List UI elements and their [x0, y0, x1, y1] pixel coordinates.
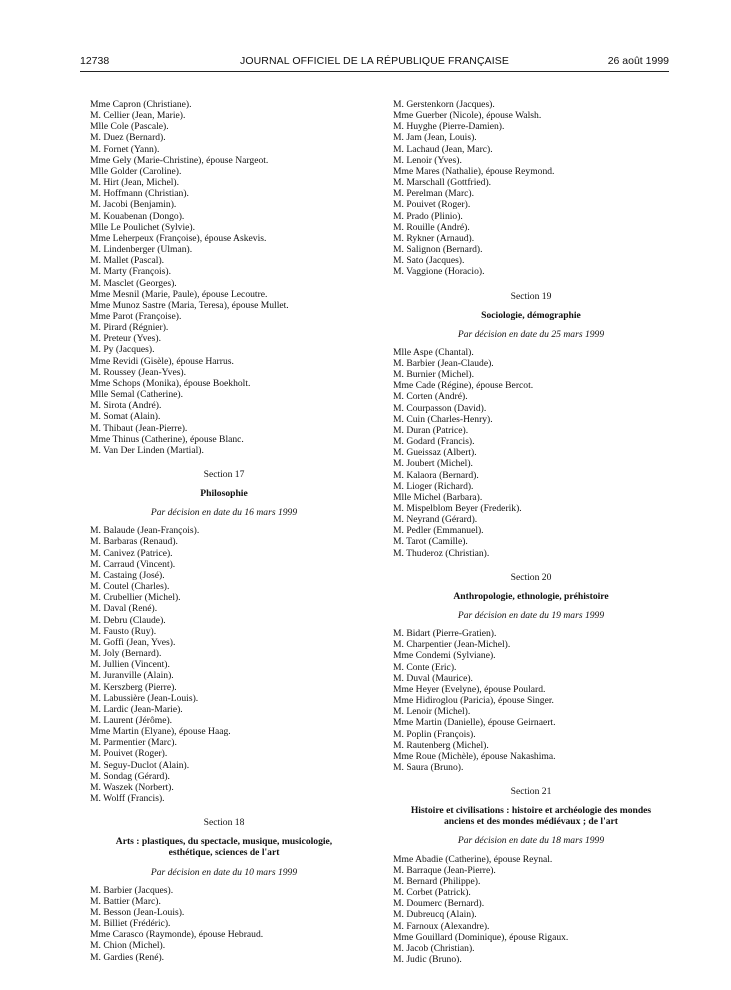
page-header [80, 55, 669, 71]
list-item: M. Lioger (Richard). [393, 480, 474, 492]
list-item: Mme Condemi (Sylviane). [393, 650, 496, 662]
list-item: M. Seguy-Duclot (Alain). [90, 759, 190, 771]
list-item: M. Jam (Jean, Louis). [393, 132, 477, 144]
list-item: M. Lenoir (Michel). [393, 706, 471, 718]
list-item: Mme Guerber (Nicole), épouse Walsh. [393, 110, 542, 122]
entry-list [393, 347, 669, 559]
entry-list [393, 628, 669, 773]
list-item: Mme Martin (Danielle), épouse Geirnaert. [393, 717, 556, 729]
right-column [393, 99, 669, 965]
list-item: M. Hoffmann (Christian). [90, 188, 189, 200]
list-item: M. Judic (Bruno). [393, 954, 462, 965]
list-item: M. Joly (Bernard). [90, 648, 162, 660]
list-item: M. Castaing (José). [90, 569, 165, 581]
list-item: M. Saura (Bruno). [393, 761, 464, 773]
entry-list [90, 525, 358, 804]
list-item: M. Farnoux (Alexandre). [393, 920, 490, 932]
list-item: M. Gardies (René). [90, 951, 165, 963]
list-item: Mlle Semal (Catherine). [90, 389, 183, 401]
list-item: M. Kerszberg (Pierre). [90, 681, 177, 693]
list-item: M. Vaggione (Horacio). [393, 266, 485, 278]
section-21 [393, 786, 669, 846]
section-decision-date: Par décision en date du 16 mars 1999 [150, 507, 298, 519]
list-item: M. Sirota (André). [90, 400, 162, 412]
list-item: M. Pedler (Emmanuel). [393, 525, 484, 537]
list-item: Mme Heyer (Evelyne), épouse Poulard. [393, 683, 546, 695]
list-item: M. Godard (Francis). [393, 436, 475, 448]
section-number: Section 19 [510, 290, 552, 302]
list-item: Mme Schops (Monika), épouse Boekholt. [90, 377, 251, 389]
list-item: M. Waszek (Norbert). [90, 781, 174, 793]
list-item: M. Kouabenan (Dongo). [90, 210, 185, 222]
list-item: M. Besson (Jean-Louis). [90, 907, 185, 918]
list-item: M. Labussière (Jean-Louis). [90, 692, 199, 704]
list-item: M. Battier (Marc). [90, 895, 161, 907]
journal-title: JOURNAL OFFICIEL DE LA RÉPUBLIQUE FRANÇAISE [240, 55, 509, 67]
list-item: Mme Revidi (Gisèle), épouse Harrus. [90, 355, 234, 367]
list-item: Mme Roue (Michèle), épouse Nakashima. [393, 750, 556, 762]
list-item: M. Kalaora (Bernard). [393, 469, 479, 481]
list-item: M. Duval (Maurice). [393, 672, 473, 684]
list-item: Mlle Golder (Caroline). [90, 165, 182, 177]
list-item: M. Neyrand (Gérard). [393, 514, 478, 526]
issue-date: 26 août 1999 [607, 55, 669, 67]
list-item: M. Roussey (Jean-Yves). [90, 366, 187, 378]
section-17 [90, 469, 358, 518]
list-item: M. Fausto (Ruy). [90, 625, 157, 637]
list-item: M. Py (Jacques). [90, 344, 155, 356]
page-number: 12738 [80, 55, 110, 67]
left-column [90, 99, 358, 963]
list-item: M. Van Der Linden (Martial). [90, 444, 204, 456]
list-item: M. Dubreucq (Alain). [393, 909, 477, 921]
list-item: M. Jacob (Christian). [393, 942, 475, 954]
list-item: M. Prado (Plinio). [393, 210, 463, 222]
list-item: M. Barraque (Jean-Pierre). [393, 864, 496, 876]
header-rule [80, 71, 669, 72]
list-item: M. Jullien (Vincent). [90, 659, 170, 671]
list-item: Mme Carasco (Raymonde), épouse Hebraud. [90, 929, 264, 941]
section-title: Anthropologie, ethnologie, préhistoire [453, 590, 609, 602]
list-item: M. Cuin (Charles-Henry). [393, 413, 493, 425]
list-item: M. Doumerc (Bernard). [393, 898, 485, 910]
list-item: M. Daval (René). [90, 603, 158, 615]
entry-list [90, 99, 358, 456]
entry-list [393, 99, 669, 278]
list-item: M. Canivez (Patrice). [90, 547, 173, 559]
list-item: M. Masclet (Georges). [90, 277, 177, 289]
list-item: M. Juranville (Alain). [90, 670, 174, 682]
list-item: M. Rykner (Arnaud). [393, 232, 475, 244]
section-title: Arts : plastiques, du spectacle, musique, musicologie, esthétique, sciences de l'art [115, 836, 333, 859]
section-decision-date: Par décision en date du 25 mars 1999 [457, 328, 605, 340]
list-item: M. Crubellier (Michel). [90, 592, 181, 604]
list-item: M. Huyghe (Pierre-Damien). [393, 121, 505, 133]
list-item: M. Balaude (Jean-François). [90, 525, 200, 537]
section-title: Histoire et civilisations : histoire et archéologie des mondes anciens et des mondes médiévaux ; de l'art [410, 805, 652, 828]
list-item: M. Billiet (Frédéric). [90, 918, 171, 930]
section-number: Section 17 [203, 469, 245, 480]
section-decision-date: Par décision en date du 19 mars 1999 [457, 609, 605, 621]
list-item: M. Courpasson (David). [393, 402, 487, 414]
list-item: Mme Cade (Régine), épouse Bercot. [393, 380, 534, 392]
list-item: M. Perelman (Marc). [393, 188, 474, 200]
list-item: Mme Capron (Christiane). [90, 99, 192, 110]
list-item: M. Duran (Patrice). [393, 424, 469, 436]
list-item: Mme Munoz Sastre (Maria, Teresa), épouse Mullet. [90, 299, 289, 311]
list-item: Mme Martin (Elyane), épouse Haag. [90, 726, 231, 738]
list-item: M. Sondag (Gérard). [90, 770, 170, 782]
list-item: M. Joubert (Michel). [393, 458, 473, 470]
section-19 [393, 291, 669, 340]
section-decision-date: Par décision en date du 10 mars 1999 [150, 866, 298, 878]
list-item: Mme Mesnil (Marie, Paule), épouse Lecoutre. [90, 288, 268, 300]
list-item: M. Wolff (Francis). [90, 793, 165, 805]
list-item: M. Sato (Jacques). [393, 255, 465, 267]
entry-list [90, 885, 358, 963]
list-item: M. Bernard (Philippe). [393, 875, 481, 887]
list-item: Mme Abadie (Catherine), épouse Reynal. [393, 853, 553, 865]
list-item: M. Coutel (Charles). [90, 581, 170, 593]
list-item: M. Charpentier (Jean-Michel). [393, 639, 511, 651]
section-20 [393, 572, 669, 621]
list-item: Mme Thinus (Catherine), épouse Blanc. [90, 433, 244, 445]
list-item: M. Lenoir (Yves). [393, 154, 462, 166]
list-item: M. Mallet (Pascal). [90, 255, 165, 267]
list-item: M. Goffi (Jean, Yves). [90, 636, 176, 648]
list-item: Mme Mares (Nathalie), épouse Reymond. [393, 165, 555, 177]
list-item: M. Mispelblom Beyer (Frederik). [393, 503, 522, 514]
list-item: M. Corten (André). [393, 391, 468, 403]
list-item: M. Marty (François). [90, 266, 171, 278]
list-item: M. Rouille (André). [393, 221, 470, 233]
list-item: M. Gerstenkorn (Jacques). [393, 99, 495, 110]
list-item: M. Somat (Alain). [90, 411, 161, 423]
list-item: M. Barbier (Jean-Claude). [393, 357, 494, 369]
section-title: Philosophie [200, 488, 248, 499]
list-item: M. Poplin (François). [393, 728, 476, 740]
list-item: Mlle Le Poulichet (Sylvie). [90, 221, 195, 233]
list-item: Mme Gely (Marie-Christine), épouse Nargeot. [90, 154, 269, 166]
list-item: M. Jacobi (Benjamin). [90, 199, 177, 211]
list-item: M. Conte (Eric). [393, 661, 457, 673]
list-item: M. Laurent (Jérôme). [90, 714, 173, 726]
entry-list [393, 854, 669, 966]
list-item: M. Barbaras (Renaud). [90, 536, 178, 548]
section-number: Section 20 [510, 571, 552, 583]
list-item: M. Debru (Claude). [90, 614, 166, 626]
list-item: M. Chion (Michel). [90, 940, 166, 952]
section-title: Sociologie, démographie [481, 309, 581, 321]
list-item: M. Lachaud (Jean, Marc). [393, 143, 493, 155]
list-item: M. Gueissaz (Albert). [393, 447, 477, 459]
section-decision-date: Par décision en date du 18 mars 1999 [457, 835, 605, 847]
list-item: M. Parmentier (Marc). [90, 737, 177, 749]
list-item: Mme Gouillard (Dominique), épouse Rigaux. [393, 931, 569, 943]
list-item: M. Lindenberger (Ulman). [90, 244, 193, 256]
list-item: M. Carraud (Vincent). [90, 558, 176, 570]
section-18 [90, 817, 358, 877]
list-item: M. Burnier (Michel). [393, 369, 474, 381]
section-number: Section 18 [203, 817, 245, 829]
list-item: M. Barbier (Jacques). [90, 884, 174, 896]
list-item: M. Pouivet (Roger). [90, 748, 168, 760]
list-item: Mme Parot (Françoise). [90, 310, 182, 322]
list-item: Mlle Aspe (Chantal). [393, 346, 474, 358]
list-item: M. Lardic (Jean-Marie). [90, 703, 183, 715]
list-item: M. Rautenberg (Michel). [393, 739, 489, 751]
list-item: Mme Leherpeux (Françoise), épouse Askevis. [90, 232, 267, 244]
list-item: M. Hirt (Jean, Michel). [90, 177, 179, 189]
list-item: M. Bidart (Pierre-Gratien). [393, 628, 497, 640]
list-item: M. Thuderoz (Christian). [393, 547, 490, 559]
list-item: M. Corbet (Patrick). [393, 887, 471, 899]
list-item: M. Cellier (Jean, Marie). [90, 110, 186, 122]
list-item: M. Preteur (Yves). [90, 333, 161, 345]
list-item: Mlle Michel (Barbara). [393, 491, 483, 503]
list-item: M. Marschall (Gottfried). [393, 177, 492, 189]
list-item: M. Pouivet (Roger). [393, 199, 471, 211]
list-item: M. Duez (Bernard). [90, 132, 166, 144]
list-item: M. Salignon (Bernard). [393, 244, 483, 256]
list-item: M. Fornet (Yann). [90, 143, 160, 155]
list-item: M. Thibaut (Jean-Pierre). [90, 422, 188, 434]
list-item: Mlle Cole (Pascale). [90, 121, 169, 133]
list-item: M. Pirard (Régnier). [90, 322, 169, 334]
list-item: Mme Hidiroglou (Paricia), épouse Singer. [393, 695, 554, 707]
section-number: Section 21 [510, 786, 552, 798]
list-item: M. Tarot (Camille). [393, 536, 468, 548]
